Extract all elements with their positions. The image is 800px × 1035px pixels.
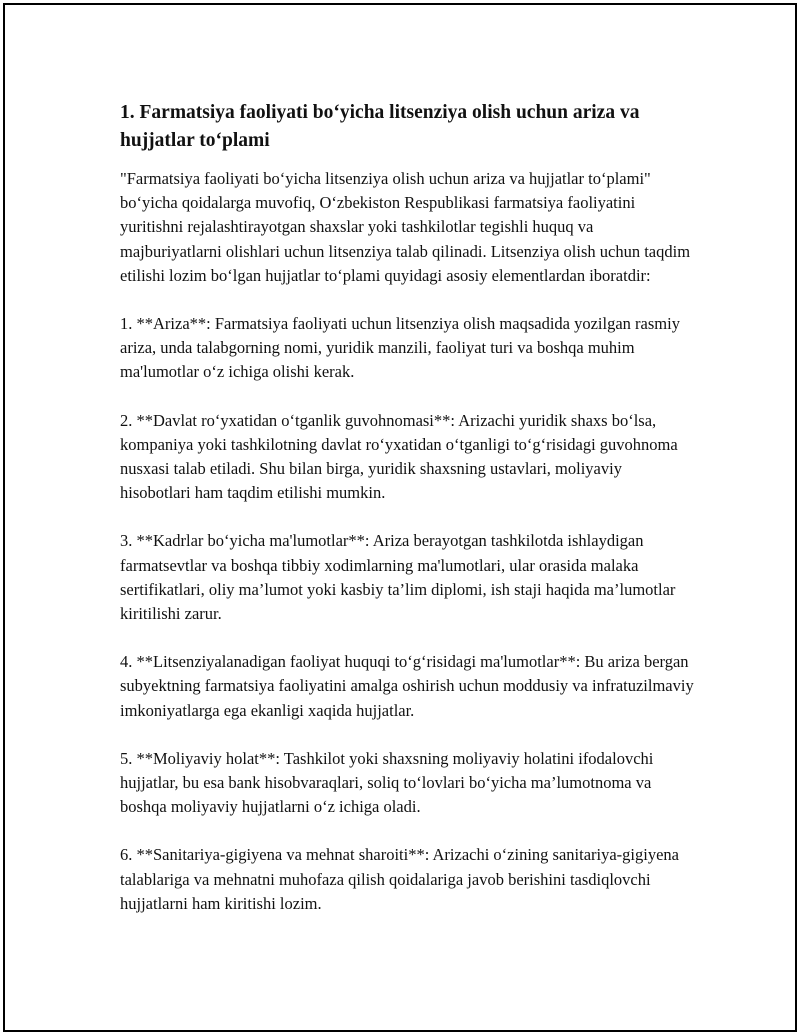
list-item-registration-certificate: 2. **Davlat ro‘yxatidan o‘tganlik guvohnomasi**: Arizachi yuridik shaxs bo‘lsa, kompaniya yoki tashkilotning davlat ro‘yxatidan o‘tganligi to‘g‘risidagi guvohnoma nusxasi talab etiladi. Shu bilan birga, yuridik shaxsning ustavlari, moliyaviy hisobotlari ham taqdim etilishi mumkin.: [120, 410, 678, 503]
list-item-application: 1. **Ariza**: Farmatsiya faoliyati uchun litsenziya olish maqsadida yozilgan rasmiy ariza, unda talabgorning nomi, yuridik manzili, faoliyat turi va boshqa muhim ma'lumotlar o‘z ichiga olishi kerak.: [120, 314, 680, 382]
document-body: [120, 99, 695, 940]
document-title: 1. Farmatsiya faoliyati bo‘yicha litsenziya olish uchun ariza va hujjatlar to‘plami: [120, 102, 640, 151]
page-frame: [3, 3, 797, 1032]
intro-paragraph: "Farmatsiya faoliyati bo‘yicha litsenziya olish uchun ariza va hujjatlar to‘plami" bo‘yicha qoidalarga muvofiq, O‘zbekiston Respublikasi farmatsiya faoliyatini yuritishni rejalashtirayotgan shaxslar yoki tashkilotlar tegishli huquq va majburiyatlarni olishlari uchun litsenziya talab qilinadi. Litsenziya olish uchun taqdim etilishi lozim bo‘lgan hujjatlar to‘plami quyidagi asosiy elementlardan iboratdir:: [120, 169, 691, 285]
list-item-personnel-info: 3. **Kadrlar bo‘yicha ma'lumotlar**: Ariza berayotgan tashkilotda ishlaydigan farmatsevtlar va boshqa tibbiy xodimlarning ma'lumotlari, ular orasida malaka sertifikatlari, oliy ma’lumot yoki kasbiy ta’lim diplomi, ish staji haqida ma’lumotlar kiritilishi zarur.: [120, 531, 676, 624]
list-item-sanitary-conditions: 6. **Sanitariya-gigiyena va mehnat sharoiti**: Arizachi o‘zining sanitariya-gigiyena talablariga va mehnatni muhofaza qilish qoidalariga javob berishini tasdiqlovchi hujjatlarni ham kiritishi lozim.: [120, 845, 679, 913]
list-item-licensed-activity: 4. **Litsenziyalanadigan faoliyat huquqi to‘g‘risidagi ma'lumotlar**: Bu ariza bergan subyektning farmatsiya faoliyatini amalga oshirish uchun moddusiy va infratuzilmaviy imkoniyatlarga ega ekanligi xaqida hujjatlar.: [120, 652, 694, 720]
list-item-financial-status: 5. **Moliyaviy holat**: Tashkilot yoki shaxsning moliyaviy holatini ifodalovchi hujjatlar, bu esa bank hisobvaraqlari, soliq to‘lovlari bo‘yicha ma’lumotnoma va boshqa moliyaviy hujjatlarni o‘z ichiga oladi.: [120, 748, 654, 817]
